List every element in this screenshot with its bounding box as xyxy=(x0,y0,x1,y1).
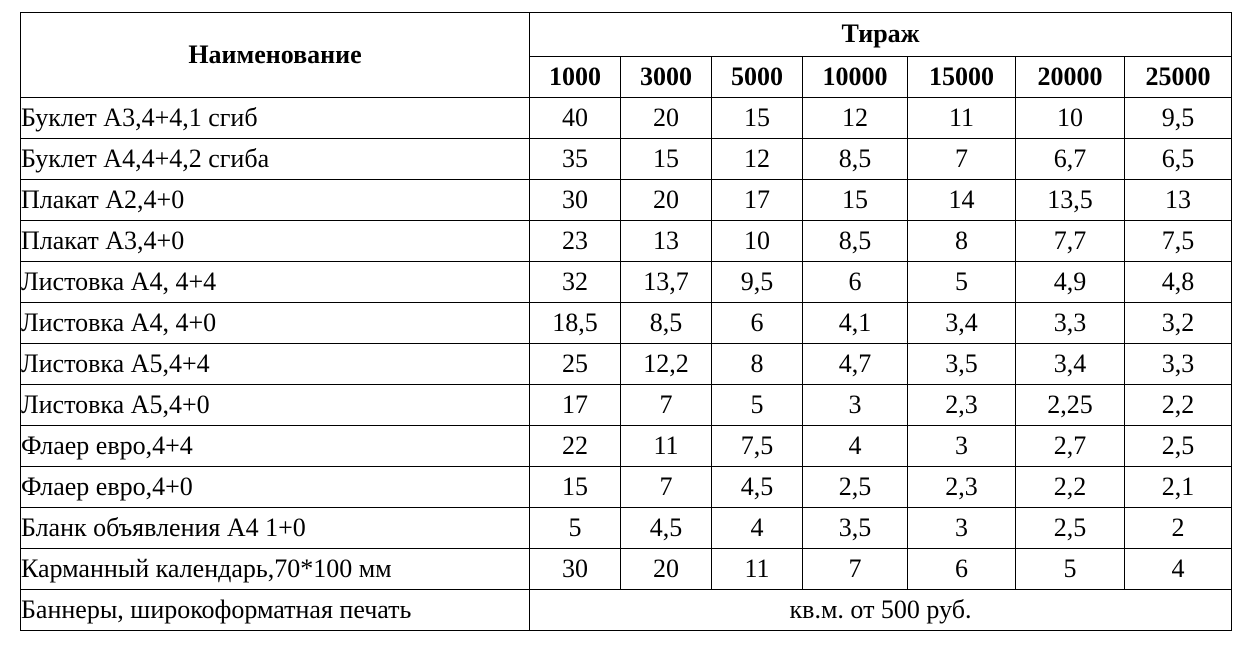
table-row xyxy=(21,139,1232,180)
table-row xyxy=(21,549,1232,590)
price-cell: 35 xyxy=(530,139,621,180)
price-cell: 6 xyxy=(908,549,1016,590)
product-name-cell: Флаер евро,4+0 xyxy=(21,467,530,508)
product-name-cell: Буклет А3,4+4,1 сгиб xyxy=(21,98,530,139)
price-cell: 2,5 xyxy=(1125,426,1232,467)
price-cell: 5 xyxy=(530,508,621,549)
price-cell: 40 xyxy=(530,98,621,139)
qty-header: 15000 xyxy=(908,56,1016,98)
price-cell: 6,7 xyxy=(1016,139,1125,180)
price-cell: 15 xyxy=(621,139,712,180)
table-row xyxy=(21,98,1232,139)
header-row-group xyxy=(21,13,1232,57)
table-row xyxy=(21,426,1232,467)
table-row xyxy=(21,467,1232,508)
price-cell: 3,4 xyxy=(1016,344,1125,385)
table-row-banners xyxy=(21,590,1232,631)
banner-price-note: кв.м. от 500 руб. xyxy=(530,590,1232,631)
price-cell: 15 xyxy=(530,467,621,508)
price-cell: 12,2 xyxy=(621,344,712,385)
product-name-cell: Бланк объявления А4 1+0 xyxy=(21,508,530,549)
price-cell: 2,3 xyxy=(908,385,1016,426)
price-cell: 4,8 xyxy=(1125,262,1232,303)
product-name-cell: Плакат А2,4+0 xyxy=(21,180,530,221)
price-cell: 7,5 xyxy=(712,426,803,467)
price-cell: 3 xyxy=(908,508,1016,549)
price-cell: 8,5 xyxy=(803,221,908,262)
product-name-cell: Флаер евро,4+4 xyxy=(21,426,530,467)
table-row xyxy=(21,344,1232,385)
price-cell: 2,5 xyxy=(803,467,908,508)
price-cell: 20 xyxy=(621,180,712,221)
price-cell: 6 xyxy=(803,262,908,303)
price-cell: 18,5 xyxy=(530,303,621,344)
table-body xyxy=(21,98,1232,631)
qty-header: 10000 xyxy=(803,56,908,98)
price-cell: 13,7 xyxy=(621,262,712,303)
price-cell: 4,7 xyxy=(803,344,908,385)
product-name-cell: Плакат А3,4+0 xyxy=(21,221,530,262)
price-cell: 2,1 xyxy=(1125,467,1232,508)
qty-header: 20000 xyxy=(1016,56,1125,98)
price-cell: 3,3 xyxy=(1125,344,1232,385)
price-cell: 11 xyxy=(908,98,1016,139)
price-cell: 20 xyxy=(621,98,712,139)
price-cell: 30 xyxy=(530,549,621,590)
price-cell: 3,5 xyxy=(803,508,908,549)
price-cell: 9,5 xyxy=(1125,98,1232,139)
table-row xyxy=(21,303,1232,344)
qty-header: 5000 xyxy=(712,56,803,98)
price-cell: 4 xyxy=(803,426,908,467)
price-cell: 25 xyxy=(530,344,621,385)
price-cell: 12 xyxy=(803,98,908,139)
qty-header: 1000 xyxy=(530,56,621,98)
table-row xyxy=(21,180,1232,221)
price-cell: 5 xyxy=(908,262,1016,303)
qty-header: 3000 xyxy=(621,56,712,98)
product-name-cell: Листовка А5,4+4 xyxy=(21,344,530,385)
price-cell: 17 xyxy=(712,180,803,221)
price-cell: 3,4 xyxy=(908,303,1016,344)
product-name-cell: Листовка А4, 4+4 xyxy=(21,262,530,303)
price-cell: 8 xyxy=(712,344,803,385)
price-cell: 7 xyxy=(621,467,712,508)
price-cell: 7 xyxy=(908,139,1016,180)
price-cell: 3,3 xyxy=(1016,303,1125,344)
table-row xyxy=(21,262,1232,303)
price-cell: 4 xyxy=(1125,549,1232,590)
price-cell: 4,5 xyxy=(712,467,803,508)
price-cell: 10 xyxy=(712,221,803,262)
name-column-header: Наименование xyxy=(21,13,530,98)
price-cell: 3,2 xyxy=(1125,303,1232,344)
price-cell: 11 xyxy=(621,426,712,467)
price-cell: 20 xyxy=(621,549,712,590)
price-cell: 13,5 xyxy=(1016,180,1125,221)
table-row xyxy=(21,508,1232,549)
price-cell: 13 xyxy=(621,221,712,262)
price-cell: 14 xyxy=(908,180,1016,221)
price-cell: 30 xyxy=(530,180,621,221)
price-cell: 2,3 xyxy=(908,467,1016,508)
price-cell: 8,5 xyxy=(803,139,908,180)
price-cell: 32 xyxy=(530,262,621,303)
price-cell: 17 xyxy=(530,385,621,426)
price-cell: 3 xyxy=(908,426,1016,467)
price-cell: 22 xyxy=(530,426,621,467)
qty-header: 25000 xyxy=(1125,56,1232,98)
table-row xyxy=(21,221,1232,262)
price-cell: 15 xyxy=(712,98,803,139)
price-cell: 2,2 xyxy=(1125,385,1232,426)
price-cell: 4,9 xyxy=(1016,262,1125,303)
price-cell: 7 xyxy=(621,385,712,426)
price-cell: 4,1 xyxy=(803,303,908,344)
price-cell: 12 xyxy=(712,139,803,180)
price-cell: 6 xyxy=(712,303,803,344)
price-cell: 3,5 xyxy=(908,344,1016,385)
price-cell: 23 xyxy=(530,221,621,262)
price-cell: 8 xyxy=(908,221,1016,262)
price-cell: 3 xyxy=(803,385,908,426)
price-cell: 11 xyxy=(712,549,803,590)
price-cell: 8,5 xyxy=(621,303,712,344)
price-cell: 5 xyxy=(712,385,803,426)
table-row xyxy=(21,385,1232,426)
product-name-cell: Буклет А4,4+4,2 сгиба xyxy=(21,139,530,180)
price-cell: 7,7 xyxy=(1016,221,1125,262)
price-cell: 6,5 xyxy=(1125,139,1232,180)
product-name-cell: Карманный календарь,70*100 мм xyxy=(21,549,530,590)
price-cell: 4,5 xyxy=(621,508,712,549)
price-cell: 13 xyxy=(1125,180,1232,221)
price-cell: 10 xyxy=(1016,98,1125,139)
price-cell: 9,5 xyxy=(712,262,803,303)
price-cell: 7 xyxy=(803,549,908,590)
price-cell: 2,25 xyxy=(1016,385,1125,426)
tirazh-group-header: Тираж xyxy=(530,13,1232,57)
price-cell: 2,2 xyxy=(1016,467,1125,508)
product-name-cell: Баннеры, широкоформатная печать xyxy=(21,590,530,631)
table-header xyxy=(21,13,1232,98)
product-name-cell: Листовка А5,4+0 xyxy=(21,385,530,426)
price-cell: 7,5 xyxy=(1125,221,1232,262)
price-cell: 2 xyxy=(1125,508,1232,549)
price-cell: 5 xyxy=(1016,549,1125,590)
price-cell: 4 xyxy=(712,508,803,549)
price-cell: 15 xyxy=(803,180,908,221)
price-cell: 2,5 xyxy=(1016,508,1125,549)
product-name-cell: Листовка А4, 4+0 xyxy=(21,303,530,344)
price-cell: 2,7 xyxy=(1016,426,1125,467)
price-table xyxy=(20,12,1232,631)
